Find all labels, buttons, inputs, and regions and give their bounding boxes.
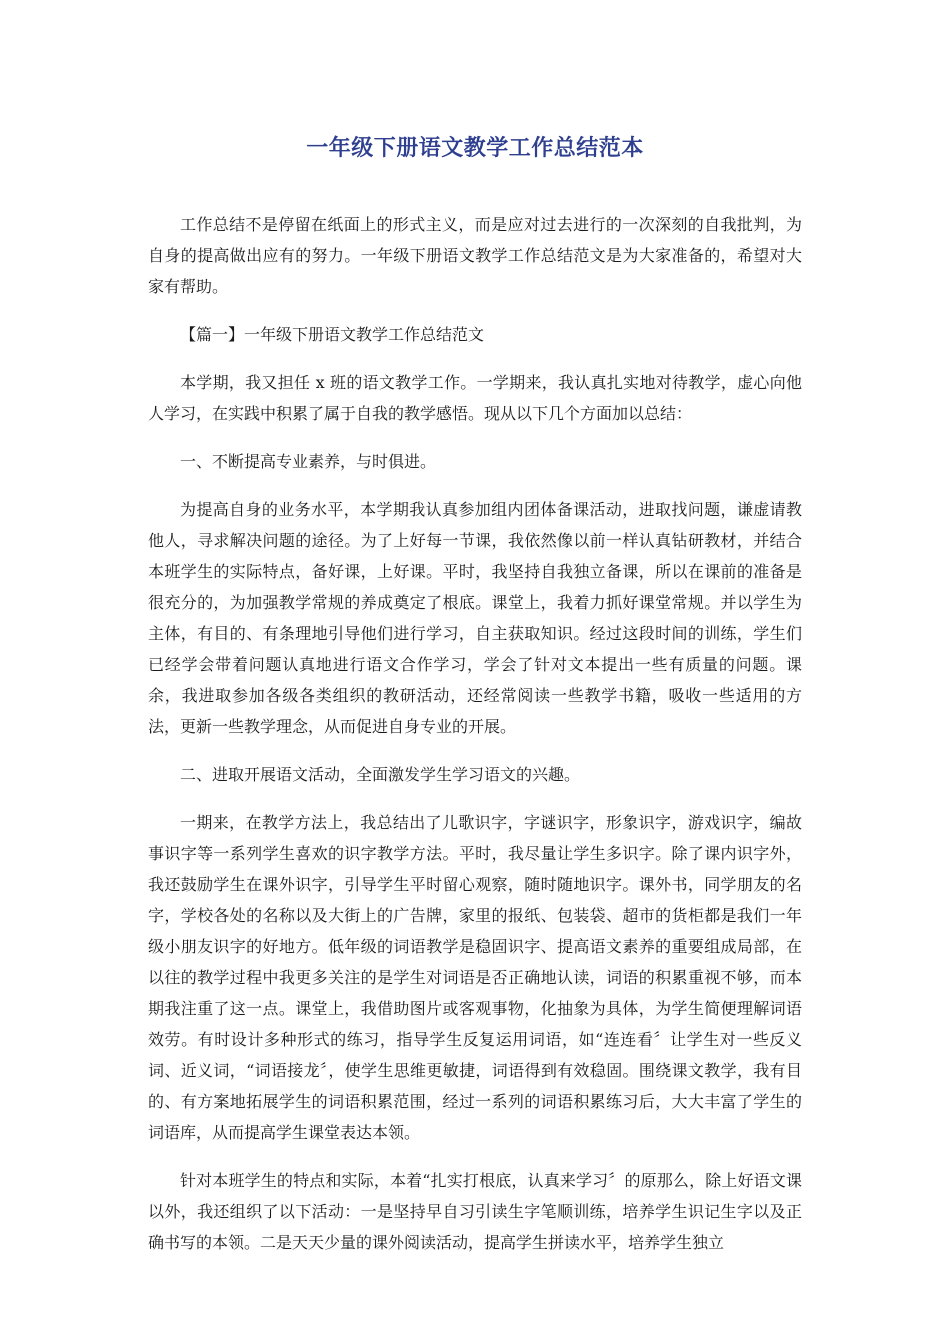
section-heading-part-one: 【篇一】一年级下册语文教学工作总结范文 bbox=[180, 325, 485, 344]
intro-paragraph: 工作总结不是停留在纸面上的形式主义，而是应对过去进行的一次深刻的自我批判，为自身的提高做出应有的努力。一年级下册语文教学工作总结范文是为大家准备的，希望对大家有帮助。 bbox=[148, 215, 802, 296]
document-title: 一年级下册语文教学工作总结范本 bbox=[306, 136, 644, 161]
body-paragraph: 本学期，我又担任 x 班的语文教学工作。一学期来，我认真扎实地对待教学，虚心向他人学习，在实践中积累了属于自我的教学感悟。现从以下几个方面加以总结： bbox=[148, 373, 802, 423]
body-paragraph: 为提高自身的业务水平，本学期我认真参加组内团体备课活动，进取找问题，谦虚请教他人，寻求解决问题的途径。为了上好每一节课，我依然像以前一样认真钻研教材，并结合本班学生的实际特点，备好课，上好课。平时，我坚持自我独立备课，所以在课前的准备是很充分的，为加强教学常规的养成奠定了根底。课堂上，我着力抓好课堂常规。并以学生为主体，有目的、有条理地引导他们进行学习，自主获取知识。经过这段时间的训练，学生们已经学会带着问题认真地进行语文合作学习，学会了针对文本提出一些有质量的问题。课余，我进取参加各级各类组织的教研活动，还经常阅读一些教学书籍，吸收一些适用的方法，更新一些教学理念，从而促进自身专业的开展。 bbox=[148, 500, 802, 736]
subheading-two: 二、进取开展语文活动，全面激发学生学习语文的兴趣。 bbox=[180, 765, 581, 784]
subheading-one: 一、不断提高专业素养，与时俱进。 bbox=[180, 452, 437, 471]
body-paragraph: 针对本班学生的特点和实际，本着“扎实打根底，认真来学习〞的原那么，除上好语文课以外，我还组织了以下活动：一是坚持早自习引读生字笔顺训练，培养学生识记生字以及正确书写的本领。二是天天少量的课外阅读活动，提高学生拼读水平，培养学生独立 bbox=[148, 1171, 802, 1252]
body-paragraph: 一期来，在教学方法上，我总结出了儿歌识字，字谜识字，形象识字，游戏识字，编故事识字等一系列学生喜欢的识字教学方法。平时，我尽量让学生多识字。除了课内识字外，我还鼓励学生在课外识字，引导学生平时留心观察，随时随地识字。课外书，同学朋友的名字，学校各处的名称以及大街上的广告牌，家里的报纸、包装袋、超市的货柜都是我们一年级小朋友识字的好地方。低年级的词语教学是稳固识字、提高语文素养的重要组成局部，在以往的教学过程中我更多关注的是学生对词语是否正确地认读，词语的积累重视不够，而本期我注重了这一点。课堂上，我借助图片或客观事物，化抽象为具体，为学生简便理解词语效劳。有时设计多种形式的练习，指导学生反复运用词语，如“连连看〞让学生对一些反义词、近义词，“词语接龙〞，使学生思维更敏捷，词语得到有效稳固。围绕课文教学，我有目的、有方案地拓展学生的词语积累范围，经过一系列的词语积累练习后，大大丰富了学生的词语库，从而提高学生课堂表达本领。 bbox=[148, 813, 802, 1142]
